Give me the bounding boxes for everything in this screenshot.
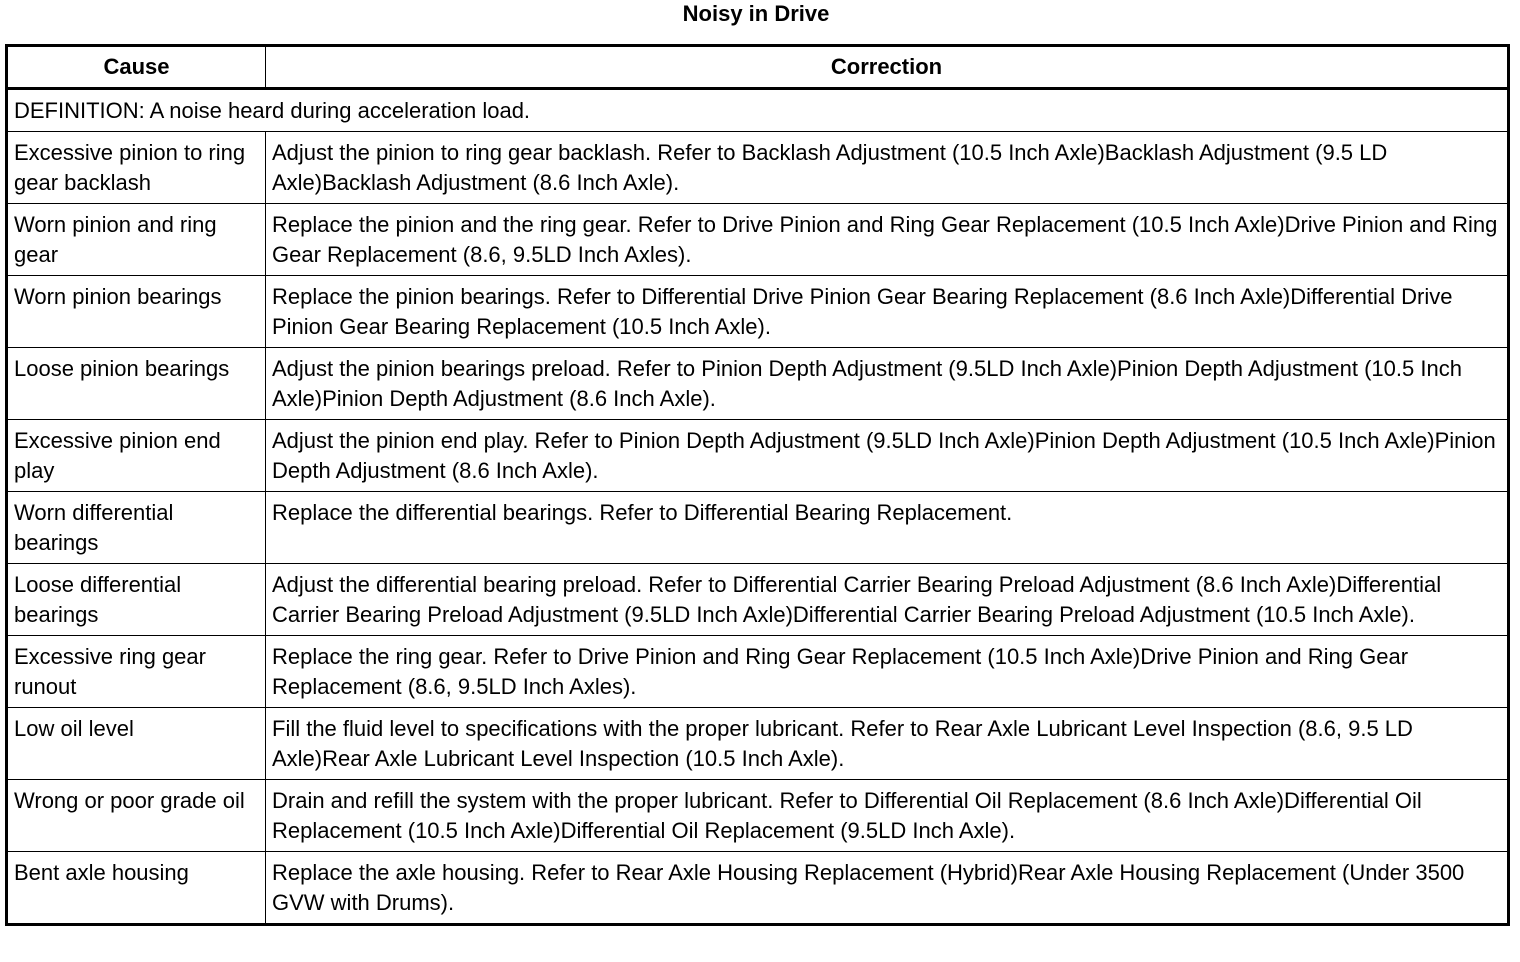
table-row [7,348,1509,420]
table-row [7,276,1509,348]
cause-header: Cause [7,46,266,89]
definition-text: DEFINITION: A noise heard during acceleration load. [7,89,1509,132]
header-row [7,46,1509,89]
table-row [7,204,1509,276]
correction-cell: Replace the ring gear. Refer to Drive Pinion and Ring Gear Replacement (10.5 Inch Axle)Drive Pinion and Ring Gear Replacement (8.6, 9.5LD Inch Axles). [266,636,1509,708]
table-row [7,132,1509,204]
table-row [7,564,1509,636]
correction-cell: Fill the fluid level to specifications with the proper lubricant. Refer to Rear Axle Lubricant Level Inspection (8.6, 9.5 LD Axle)Rear Axle Lubricant Level Inspection (10.5 Inch Axle). [266,708,1509,780]
cause-cell: Excessive pinion end play [7,420,266,492]
cause-cell: Loose pinion bearings [7,348,266,420]
definition-row [7,89,1509,132]
cause-cell: Wrong or poor grade oil [7,780,266,852]
correction-cell: Replace the differential bearings. Refer to Differential Bearing Replacement. [266,492,1509,564]
cause-cell: Worn pinion and ring gear [7,204,266,276]
correction-cell: Adjust the pinion end play. Refer to Pinion Depth Adjustment (9.5LD Inch Axle)Pinion Depth Adjustment (10.5 Inch Axle)Pinion Depth Adjustment (8.6 Inch Axle). [266,420,1509,492]
correction-cell: Adjust the pinion to ring gear backlash. Refer to Backlash Adjustment (10.5 Inch Axle)Backlash Adjustment (9.5 LD Axle)Backlash Adjustment (8.6 Inch Axle). [266,132,1509,204]
table-row [7,780,1509,852]
table-row [7,852,1509,925]
correction-cell: Drain and refill the system with the proper lubricant. Refer to Differential Oil Replacement (8.6 Inch Axle)Differential Oil Replacement (10.5 Inch Axle)Differential Oil Replacement (9.5LD Inch Axle). [266,780,1509,852]
cause-cell: Worn differential bearings [7,492,266,564]
cause-cell: Excessive ring gear runout [7,636,266,708]
diagnosis-table [5,44,1510,926]
cause-cell: Loose differential bearings [7,564,266,636]
correction-cell: Replace the pinion bearings. Refer to Differential Drive Pinion Gear Bearing Replacement (8.6 Inch Axle)Differential Drive Pinion Gear Bearing Replacement (10.5 Inch Axle). [266,276,1509,348]
correction-cell: Adjust the pinion bearings preload. Refer to Pinion Depth Adjustment (9.5LD Inch Axle)Pinion Depth Adjustment (10.5 Inch Axle)Pinion Depth Adjustment (8.6 Inch Axle). [266,348,1509,420]
cause-cell: Worn pinion bearings [7,276,266,348]
cause-cell: Excessive pinion to ring gear backlash [7,132,266,204]
table-row [7,708,1509,780]
table-row [7,420,1509,492]
correction-header: Correction [266,46,1509,89]
correction-cell: Adjust the differential bearing preload. Refer to Differential Carrier Bearing Preload Adjustment (8.6 Inch Axle)Differential Carrier Bearing Preload Adjustment (9.5LD Inch Axle)Differential Carrier Bearing Preload Adjustment (10.5 Inch Axle). [266,564,1509,636]
table-row [7,636,1509,708]
cause-cell: Low oil level [7,708,266,780]
cause-cell: Bent axle housing [7,852,266,925]
correction-cell: Replace the axle housing. Refer to Rear Axle Housing Replacement (Hybrid)Rear Axle Housing Replacement (Under 3500 GVW with Drums). [266,852,1509,925]
table-row [7,492,1509,564]
page-title: Noisy in Drive [682,1,830,26]
correction-cell: Replace the pinion and the ring gear. Refer to Drive Pinion and Ring Gear Replacement (10.5 Inch Axle)Drive Pinion and Ring Gear Replacement (8.6, 9.5LD Inch Axles). [266,204,1509,276]
